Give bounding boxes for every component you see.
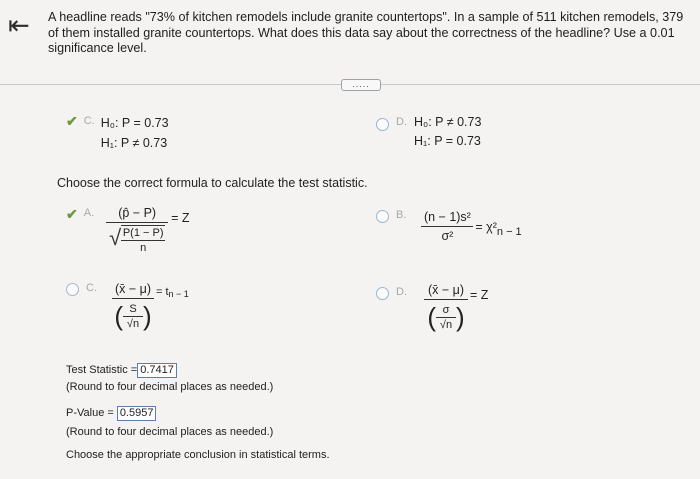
back-arrow-icon[interactable]: ⇤ xyxy=(8,10,30,40)
option-letter: A. xyxy=(83,207,95,219)
question-text: A headline reads "73% of kitchen remodels include granite countertops". In a sample of 511 kitchen remodels, 379 of them installed granite countertops. What does this data say about the correctness of the headline? Use a 0.01 significance level. xyxy=(48,10,684,55)
formula-den-top: σ xyxy=(442,303,450,316)
formula-rhs: = t xyxy=(156,285,169,298)
hypothesis-option-c[interactable] xyxy=(66,113,169,153)
option-letter: D. xyxy=(396,116,407,128)
formula-denominator-n: n xyxy=(140,242,147,254)
p-value-row xyxy=(66,406,156,421)
radio-button[interactable] xyxy=(376,210,389,223)
formula-numerator: (x̄ − μ) xyxy=(427,283,465,297)
formula-denominator: σ² xyxy=(441,229,454,243)
p-value-label: P-Value = xyxy=(66,407,114,419)
formula-option-c[interactable]: C. (x̄ − μ) ( $\frac{S}{√n}$ ) = t n − 1 xyxy=(66,282,189,331)
formula-den-bottom: √n xyxy=(439,318,453,331)
formula-rhs: = Z xyxy=(171,211,190,225)
test-statistic-note: (Round to four decimal places as needed.) xyxy=(66,381,274,393)
test-statistic-row xyxy=(66,363,177,378)
radio-button[interactable] xyxy=(376,287,389,300)
formula-numerator: (x̄ − μ) xyxy=(114,282,152,296)
h1-text: H₁: P = 0.73 xyxy=(414,134,481,148)
checkmark-icon: ✔ xyxy=(66,206,78,222)
test-statistic-input[interactable]: 0.7417 xyxy=(137,363,177,378)
option-letter: C. xyxy=(86,282,97,294)
formula-option-b[interactable] xyxy=(376,210,522,243)
formula-rhs-subscript: n − 1 xyxy=(168,288,189,299)
formula-prompt: Choose the correct formula to calculate the test statistic. xyxy=(57,176,368,190)
hypothesis-option-d[interactable] xyxy=(376,116,481,151)
formula-option-d[interactable]: D. (x̄ − μ) ( $\frac{\sigma}{√n}$ ) = Z xyxy=(376,287,488,332)
radio-button[interactable] xyxy=(66,283,79,296)
formula-numerator: (n − 1)s² xyxy=(423,210,471,224)
conclusion-prompt: Choose the appropriate conclusion in statistical terms. xyxy=(66,449,330,461)
h1-text: H₁: P ≠ 0.73 xyxy=(100,136,168,150)
checkmark-icon: ✔ xyxy=(66,113,78,129)
p-value-input[interactable]: 0.5957 xyxy=(117,406,157,421)
h0-text: H₀: P = 0.73 xyxy=(100,116,169,130)
radio-button[interactable] xyxy=(376,118,389,131)
formula-rhs: = χ² xyxy=(475,219,497,234)
formula-den-top: S xyxy=(129,302,137,315)
test-statistic-label: Test Statistic = xyxy=(66,364,138,376)
option-letter: B. xyxy=(396,209,407,221)
p-value-note: (Round to four decimal places as needed.) xyxy=(66,426,274,438)
option-letter: C. xyxy=(83,115,95,127)
more-button[interactable]: ..... xyxy=(341,79,381,91)
option-letter: D. xyxy=(396,286,407,298)
formula-rhs: = Z xyxy=(470,287,489,302)
formula-den-bottom: √n xyxy=(126,317,140,330)
formula-numerator: (p̂ − P) xyxy=(118,206,157,220)
formula-denominator: P(1 − P) xyxy=(122,227,164,239)
formula-rhs-subscript: n − 1 xyxy=(496,225,522,238)
formula-option-a[interactable]: ✔ A. (p̂ − P) √ $\frac{P(1 - P)}{n}$ = Z xyxy=(66,206,190,254)
h0-text: H₀: P ≠ 0.73 xyxy=(414,115,482,129)
